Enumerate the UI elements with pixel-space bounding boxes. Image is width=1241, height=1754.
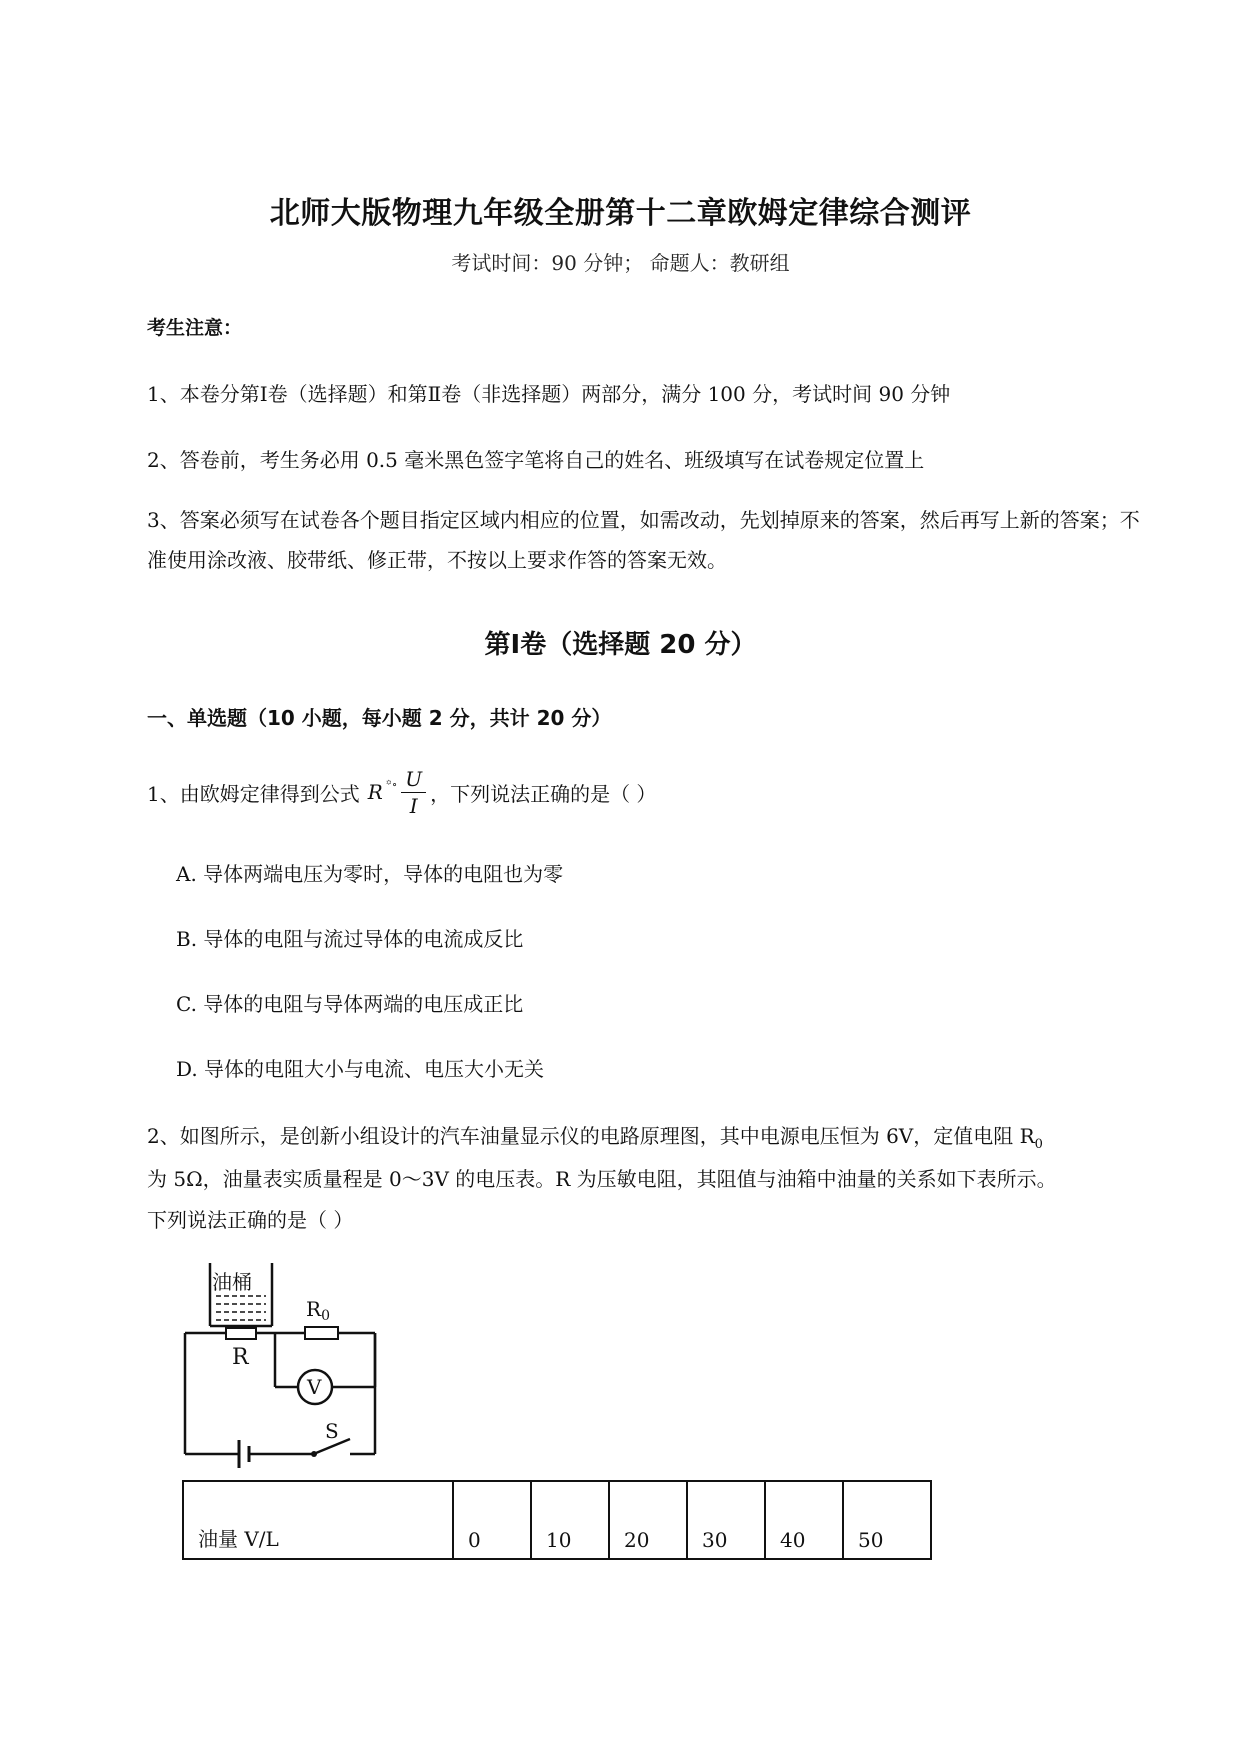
- q2-r0-subscript: 0: [1034, 1137, 1043, 1152]
- table-row-header: 油量 V/L: [183, 1481, 453, 1559]
- q1-option-a: A. 导体两端电压为零时，导体的电阻也为零: [176, 862, 564, 886]
- oil-resistance-table: [182, 1480, 932, 1560]
- notice-item-3: 3、答案必须写在试卷各个题目指定区域内相应的位置，如需改动，先划掉原来的答案，然后再写上新的答案；不准使用涂改液、胶带纸、修正带，不按以上要求作答的答案无效。: [147, 508, 1140, 572]
- formula-numerator: U: [401, 766, 426, 793]
- page-title: 北师大版物理九年级全册第十二章欧姆定律综合测评: [269, 196, 972, 231]
- table-row: [183, 1481, 931, 1559]
- resistor-r0-letter: R: [306, 1297, 322, 1321]
- table-cell: 20: [609, 1481, 687, 1559]
- q1-prefix: 1、由欧姆定律得到公式: [147, 781, 360, 806]
- formula-fraction: [401, 766, 426, 819]
- part-heading: 一、单选题（10 小题，每小题 2 分，共计 20 分）: [147, 706, 612, 730]
- q2-line-3: 下列说法正确的是（ ）: [147, 1208, 354, 1232]
- notice-item-1: 1、本卷分第Ⅰ卷（选择题）和第Ⅱ卷（非选择题）两部分，满分 100 分，考试时间 90 分钟: [147, 382, 951, 406]
- notice-item-2: 2、答卷前，考生务必用 0.5 毫米黑色签字笔将自己的姓名、班级填写在试卷规定位置上: [147, 448, 925, 472]
- voltmeter-label: V: [307, 1375, 322, 1399]
- table-cell: 10: [531, 1481, 609, 1559]
- table-cell: 30: [687, 1481, 765, 1559]
- tank-label: 油桶: [212, 1270, 252, 1294]
- q1-suffix: ，下列说法正确的是（ ）: [430, 781, 657, 806]
- table-cell: 40: [765, 1481, 843, 1559]
- table-cell: 0: [453, 1481, 531, 1559]
- resistor-r0-label: [306, 1297, 330, 1324]
- notice-heading: 考生注意：: [147, 317, 243, 339]
- q1-option-c: C. 导体的电阻与导体两端的电压成正比: [176, 992, 524, 1016]
- q1-option-b: B. 导体的电阻与流过导体的电流成反比: [176, 927, 524, 951]
- formula-lhs: R: [367, 780, 383, 804]
- q1-option-d: D. 导体的电阻大小与电流、电压大小无关: [176, 1057, 545, 1081]
- resistor-r-label: R: [232, 1345, 249, 1370]
- table-cell: 50: [843, 1481, 931, 1559]
- q2-line-1-text: 2、如图所示，是创新小组设计的汽车油量显示仪的电路原理图，其中电源电压恒为 6V，定值电阻 R: [147, 1124, 1035, 1148]
- resistor-r0-subscript: 0: [321, 1308, 330, 1324]
- circuit-diagram: [180, 1258, 390, 1478]
- q2-line-1: [147, 1120, 1043, 1152]
- switch-label: S: [325, 1419, 339, 1443]
- q2-line-2: 为 5Ω，油量表实质量程是 0～3V 的电压表。R 为压敏电阻，其阻值与油箱中油量的关系如下表所示。: [147, 1167, 1057, 1191]
- formula-dots: ꙳∘: [385, 777, 398, 791]
- formula-denominator: I: [409, 793, 418, 818]
- ohm-formula: [368, 766, 426, 819]
- exam-info: 考试时间：90 分钟； 命题人：教研组: [451, 251, 790, 275]
- question-1-stem: [147, 760, 656, 824]
- section-title: 第Ⅰ卷（选择题 20 分）: [484, 630, 757, 660]
